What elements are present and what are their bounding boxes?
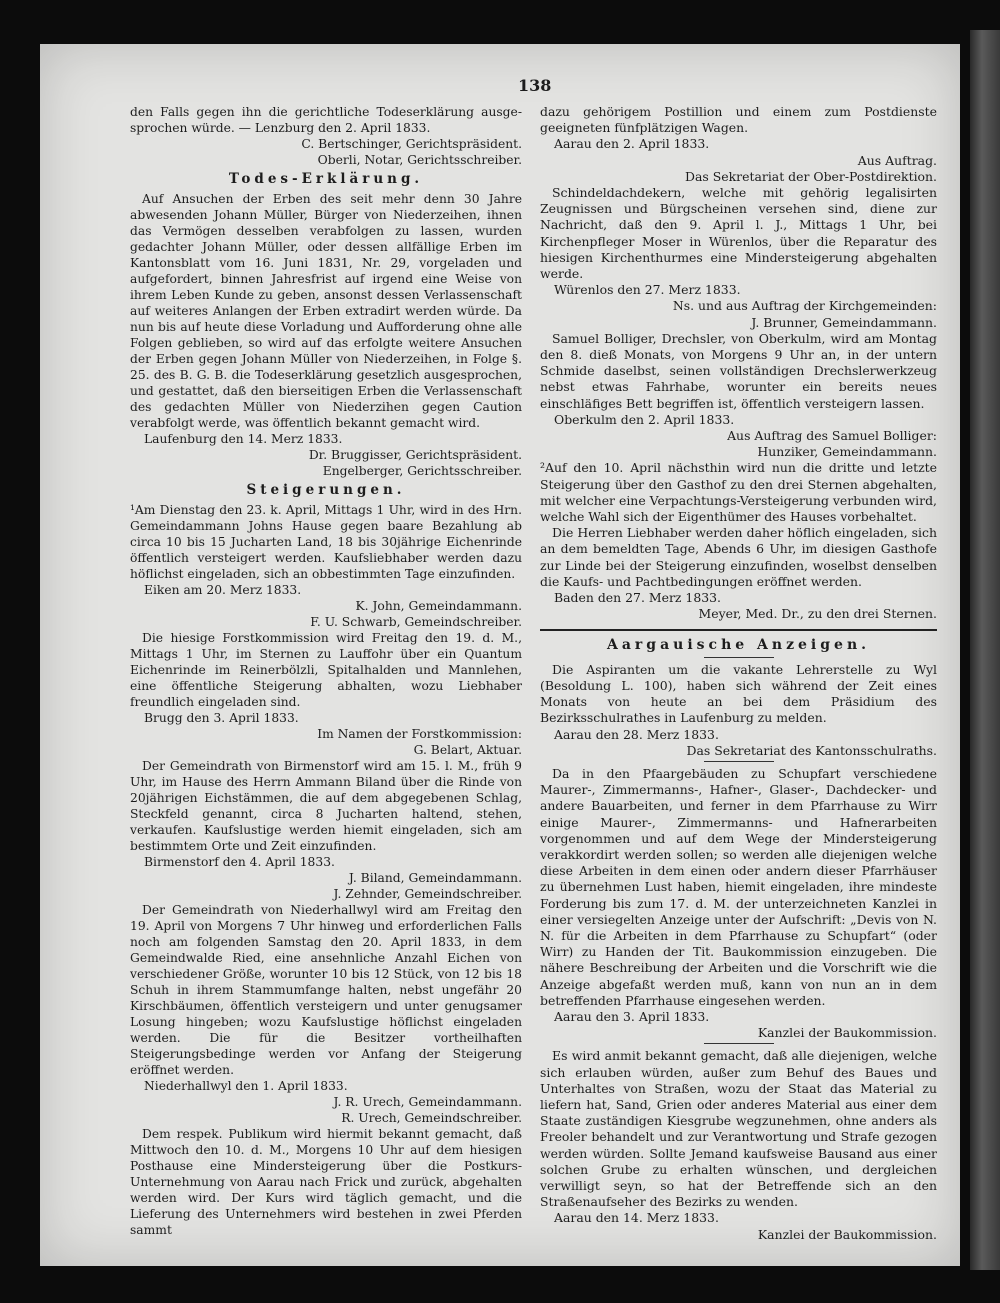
section-heading: Todes-Erklärung. (228, 171, 424, 187)
signature-line: Dr. Bruggisser, Gerichtspräsident. (308, 448, 522, 462)
section-heading: Steigerungen. (246, 482, 406, 498)
notice-separator (704, 1043, 774, 1044)
signature-line: J. Brunner, Gemeindammann. (751, 314, 937, 330)
right-column (540, 104, 937, 1243)
signature-line: Das Sekretariat der Ober-Postdirektion. (685, 168, 937, 184)
section-heading: Aargauische Anzeigen. (607, 636, 870, 653)
notice-text: Da in den Pfaargebäuden zu Schupfart verschiedene Maurer-, Zimmermanns-, Hafner-, Glaser-, Dachdecker- und andere Bauarbeiten, und ferner in dem Pfarrhause zu Wirr einige Maurer-, Zimmermanns- und Hafnerarbeiten vorgenommen und auf dem Wege der Mindersteigerung verakkordirt werden sollen; so werden alle diejenigen welche diese Arbeiten in dem einen oder andern dieser Pfarrhäuser zu übernehmen Lust haben, hiemit eingeladen, ihre mindeste Forderung bis zum 17. d. M. der unterzeichneten Kanzlei in einer versiegelten Anzeige unter der Aufschrift: „Devis von N. N. für die Arbeiten in dem Pfarrhause zu Schupfart“ (oder Wirr) zu Handen der Tit. Baukommission einzugeben. Die nähere Beschreibung der Arbeiten und die Vorschrift wie die Anzeige abgefaßt werden muß, kann von nun an in dem betreffenden Pfarrhause eingesehen werden. (540, 765, 937, 1008)
place-date-line: Baden den 27. Merz 1833. (554, 590, 722, 606)
notice-text: Die Herren Liebhaber werden daher höflich eingeladen, sich an dem bemeldten Tage, Abends 6 Uhr, im diesigen Gasthofe zur Linde bei der Steigerung einzufinden, woselbst denselben die Kaufs- und Pachtbedingungen eröffnet werden. (540, 525, 937, 589)
signature-line: F. U. Schwarb, Gemeindschreiber. (310, 615, 522, 629)
notice-separator (704, 657, 774, 658)
signature-line: K. John, Gemeindammann. (355, 599, 522, 613)
notice-text: Der Gemeindrath von Niederhallwyl wird am Freitag den 19. April von Morgens 7 Uhr hinweg und erforderlichen Falls noch am folgenden Samstag den 20. April 1833, in dem Gemeindwalde Ried, eine ansehnliche Anzahl Eichen von verschiedener Größe, worunter 10 bis 12 Stück, von 12 bis 18 Schuh in ihrem Stammumfange halten, nebst ungefähr 20 Kirschbäumen, öffentlich versteigern und unter genugsamer Losung hingeben; wozu Kaufslustige höflichst eingeladen werden. Die für die Besitzer vortheilhaften Steigerungsbedinge werden vor Anfang der Steigerung eröffnet werden. (130, 903, 522, 1077)
place-date-line: Laufenburg den 14. Merz 1833. (144, 432, 343, 446)
place-date-line: Aarau den 3. April 1833. (554, 1008, 710, 1024)
place-date-line: Aarau den 2. April 1833. (554, 136, 710, 152)
signature-line: J. Biland, Gemeindammann. (348, 871, 522, 885)
notice-text: Der Gemeindrath von Birmenstorf wird am 15. l. M., früh 9 Uhr, im Hause des Herrn Ammann Biland über die Rinde von 20jährigen Eichstämmen, die auf dem abgegebenen Schlag, Steckfeld genannt, circa 8 Jucharten haltend, stehen, verkaufen. Kaufslustige werden hiemit eingeladen, sich am bestimmtem Orte und Zeit einzufinden. (130, 759, 522, 853)
signature-line: Ns. und aus Auftrag der Kirchgemeinden: (672, 298, 937, 314)
signature-line: C. Bertschinger, Gerichtspräsident. (301, 137, 522, 151)
notice-text: Die hiesige Forstkommission wird Freitag den 19. d. M., Mittags 1 Uhr, im Sternen zu Lauffohr über ein Quantum Eichenrinde im Reinerbölzli, Spitalhalden und Mannlehen, eine öffentliche Steigerung abhalten, wozu Liebhaber freundlich eingeladen sind. (130, 631, 522, 709)
notice-text: den Falls gegen ihn die gerichtliche Todeserklärung ausge-sprochen würde. — Lenzburg den 2. April 1833. (130, 105, 522, 135)
notice-separator (704, 761, 774, 762)
newspaper-page (40, 44, 960, 1266)
place-date-line: Würenlos den 27. Merz 1833. (554, 282, 741, 298)
notice-text: ²Auf den 10. April nächsthin wird nun die dritte und letzte Steigerung über den Gasthof zu den drei Sternen abgehalten, mit welcher eine Verpachtungs-Versteigerung verbunden wird, welche Wahl sich der Eigenthümer des Hauses vorbehaltet. (540, 460, 937, 525)
signature-line: Engelberger, Gerichtsschreiber. (322, 464, 522, 478)
place-date-line: Brugg den 3. April 1833. (144, 711, 299, 725)
section-divider (540, 629, 937, 631)
signature-line: Das Sekretariat des Kantonsschulraths. (686, 742, 937, 758)
notice-text: Die Aspiranten um die vakante Lehrerstelle zu Wyl (Besoldung L. 100), haben sich während der Zeit eines Monats von heute an bei dem Präsidium des Bezirksschulrathes in Laufenburg zu melden. (540, 661, 937, 726)
notice-text: ¹Am Dienstag den 23. k. April, Mittags 1 Uhr, wird in des Hrn. Gemeindammann Johns Hause gegen baare Bezahlung ab circa 10 bis 15 Jucharten Land, 18 bis 30jährige Eichenrinde öffentlich versteigert werden. Kaufsliebhaber werden dazu höflichst eingeladen, sich an obbestimmten Tage einzufinden. (130, 503, 522, 581)
signature-line: R. Urech, Gemeindschreiber. (341, 1111, 522, 1125)
signature-line: Oberli, Notar, Gerichtsschreiber. (317, 153, 522, 167)
place-date-line: Aarau den 14. Merz 1833. (554, 1210, 719, 1226)
notice-text: Dem respek. Publikum wird hiermit bekannt gemacht, daß Mittwoch den 10. d. M., Morgens 10 Uhr auf dem hiesigen Posthause eine Mindersteigerung über die Postkurs-Unternehmung von Aarau nach Frick und zurück, abgehalten werden wird. Der Kurs wird täglich gemacht, und die Lieferung des Unternehmers wird bestehen in zwei Pferden sammt (130, 1127, 522, 1237)
notice-text: Schindeldachdekern, welche mit gehörig legalisirten Zeugnissen und Bürgscheinen versehen sind, diene zur Nachricht, daß den 9. April l. J., Mittags 1 Uhr, bei Kirchenpfleger Moser in Würenlos, über die Reparatur des hiesigen Kirchenthurmes eine Mindersteigerung abgehalten werde. (540, 185, 937, 282)
page-number: 138 (518, 76, 552, 95)
place-date-line: Aarau den 28. Merz 1833. (554, 726, 719, 742)
notice-text: Es wird anmit bekannt gemacht, daß alle diejenigen, welche sich erlauben würden, außer zum Behuf des Baues und Unterhaltes von Straßen, wozu der Staat das Material zu liefern hat, Sand, Grien oder anderes Material aus einer dem Staate zuständigen Kiesgrube wegzunehmen, ohne anders als Freoler behandelt und zur Verantwortung und Strafe gezogen werden würden. Sollte Jemand kaufsweise Bausand aus einer solchen Grube zu erhalten wünschen, und dergleichen verwilligt seyn, so hat der Betreffende sich an den Straßenaufseher des Bezirks zu wenden. (540, 1048, 937, 1210)
left-column (130, 104, 522, 1238)
signature-line: Hunziker, Gemeindammann. (757, 444, 937, 460)
signature-line: Aus Auftrag. (857, 152, 937, 168)
signature-line: Aus Auftrag des Samuel Bolliger: (727, 428, 937, 444)
notice-text: dazu gehörigem Postillion und einem zum Postdienste geeigneten fünfplätzigen Wagen. (540, 104, 937, 136)
signature-line: G. Belart, Aktuar. (413, 743, 522, 757)
place-date-line: Eiken am 20. Merz 1833. (144, 583, 302, 597)
signature-line: Meyer, Med. Dr., zu den drei Sternen. (698, 606, 937, 622)
signature-line: Kanzlei der Baukommission. (757, 1025, 937, 1041)
signature-line: Kanzlei der Baukommission. (757, 1226, 937, 1242)
adjacent-page-edge (970, 30, 1000, 1270)
place-date-line: Birmenstorf den 4. April 1833. (144, 855, 335, 869)
place-date-line: Oberkulm den 2. April 1833. (554, 411, 735, 427)
signature-line: J. R. Urech, Gemeindammann. (333, 1095, 522, 1109)
signature-line: Im Namen der Forstkommission: (317, 727, 522, 741)
signature-line: J. Zehnder, Gemeindschreiber. (333, 887, 522, 901)
notice-text: Samuel Bolliger, Drechsler, von Oberkulm, wird am Montag den 8. dieß Monats, von Morgens 9 Uhr an, in der untern Schmide daselbst, seinen vollständigen Drechslerwerkzeug nebst etwas Fahrhabe, worunter ein bereits neues einschläfiges Bett begriffen ist, öffentlich versteigern lassen. (540, 330, 937, 411)
place-date-line: Niederhallwyl den 1. April 1833. (144, 1079, 348, 1093)
notice-text: Auf Ansuchen der Erben des seit mehr denn 30 Jahre abwesenden Johann Müller, Bürger von Niederzeihen, ihnen das Vermögen desselben verabfolgen zu lassen, wurden gedachter Johann Müller, oder dessen allfällige Erben im Kantonsblatt vom 16. Juni 1831, Nr. 29, vorgeladen und aufgefordert, binnen Jahresfrist auf irgend eine Weise von ihrem Leben Kunde zu geben, ansonst dessen Verlassenschaft auf weiteres Anlangen der Erben extradirt werden würde. Da nun bis auf heute diese Vorladung und Aufforderung ohne alle Folgen geblieben, so wird auf das erfolgte weitere Ansuchen der Erben gegen Johann Müller von Niederzeihen, in Folge §. 25. des B. G. B. die Todeserklärung gesetzlich ausgesprochen, und gestattet, daß den bierseitigen Erben die Verlassenschaft des gedachten Müller von Niederzihen gegen Caution verabfolgt werde, was öffentlich bekannt gemacht wird. (130, 192, 522, 430)
